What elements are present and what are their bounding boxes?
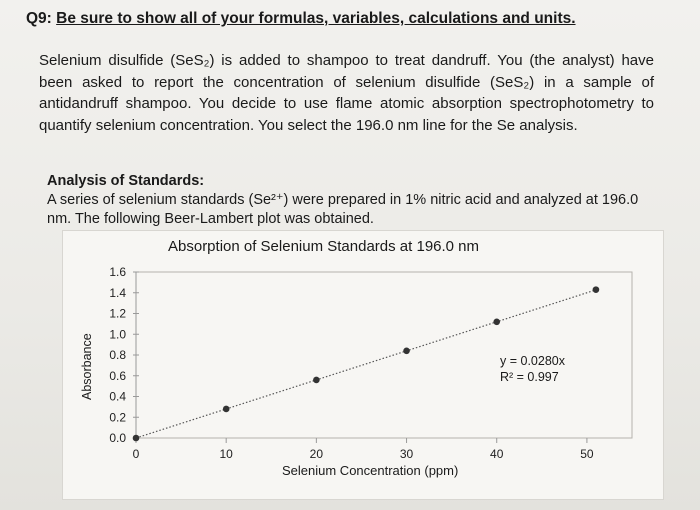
y-tick-label: 1.2 — [109, 306, 126, 321]
data-point — [223, 406, 230, 413]
y-tick-label: 1.0 — [109, 327, 126, 342]
y-tick-label: 0.6 — [109, 368, 126, 383]
data-point — [593, 286, 600, 293]
question-instruction: Be sure to show all of your formulas, variables, calculations and units. — [56, 10, 576, 27]
data-point — [403, 348, 410, 355]
trendline-equation: y = 0.0280x — [500, 354, 565, 368]
data-point — [313, 377, 320, 384]
question-number: Q9: — [26, 10, 52, 27]
r-squared-value: R² = 0.997 — [500, 370, 559, 384]
y-tick-label: 0.4 — [109, 389, 126, 404]
chart-title: Absorption of Selenium Standards at 196.0 nm — [168, 238, 480, 255]
x-tick-label: 40 — [490, 447, 504, 461]
data-point — [493, 319, 500, 326]
trendline — [136, 290, 596, 438]
standards-heading: Analysis of Standards: — [47, 173, 205, 189]
chart-marks — [133, 286, 600, 441]
x-tick-label: 30 — [399, 447, 414, 461]
chart-axes — [109, 265, 594, 461]
y-tick-label: 0.0 — [109, 431, 126, 445]
data-point — [133, 435, 140, 442]
y-tick-label: 0.2 — [109, 410, 126, 425]
x-tick-label: 10 — [219, 447, 233, 461]
x-tick-label: 0 — [132, 447, 140, 461]
x-tick-label: 20 — [309, 447, 324, 461]
x-axis-label: Selenium Concentration (ppm) — [282, 463, 459, 478]
x-tick-label: 50 — [580, 447, 594, 461]
y-tick-label: 1.6 — [109, 265, 126, 279]
y-tick-label: 0.8 — [109, 348, 126, 362]
question-paragraph: Selenium disulfide (SeS₂) is added to shampoo to treat dandruff. You (the analyst) have been asked to report the concentration of selenium disulfide (SeS₂) in a sample of antidandruff shampoo. You decide to use flame atomic absorption spectrophotometry to quantify selenium concentration. You select the 196.0 nm line for the Se analysis. — [39, 52, 654, 134]
y-tick-label: 1.4 — [109, 285, 126, 300]
plot-area — [136, 272, 632, 438]
standards-text: A series of selenium standards (Se²⁺) were prepared in 1% nitric acid and analyzed at 196.0 nm. The following Beer-Lambert plot was obtained. — [47, 192, 639, 227]
y-axis-label: Absorbance — [80, 333, 94, 400]
